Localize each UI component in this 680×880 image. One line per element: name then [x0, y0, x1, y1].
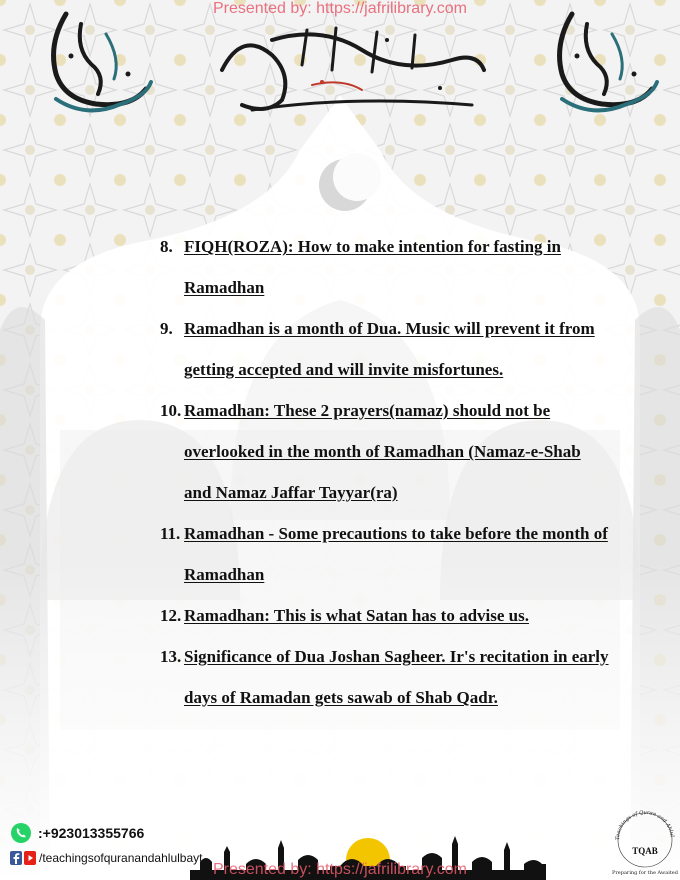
whatsapp-icon	[10, 822, 32, 844]
list-item: 11. Ramadhan - Some precautions to take before the month of Ramadhan	[160, 524, 608, 584]
list-item: 8. FIQH(ROZA): How to make intention for fasting in Ramadhan	[160, 237, 561, 297]
list-item: 10. Ramadhan: These 2 prayers(namaz) should not be overlooked in the month of Ramadhan (Namaz-e-Shab and Namaz Jaffar Tayyar(ra)	[160, 401, 581, 502]
phone-number: :+923013355766	[38, 825, 145, 841]
social-handle: /teachingsofquranandahlulbayt	[39, 851, 203, 865]
arabic-calligraphy-header	[212, 10, 492, 120]
contact-phone	[10, 822, 144, 844]
logo-ring-text: Teachings of Quran and Ahlul	[614, 809, 675, 841]
logo-tagline: Preparing for the Awaited	[612, 870, 678, 876]
list-item: 13. Significance of Dua Joshan Sagheer. Ir's recitation in early days of Ramadan gets sawab of Shab Qadr.	[160, 647, 609, 707]
calligraphy-left-emblem	[36, 4, 156, 124]
topic-list	[160, 226, 610, 718]
list-item: 12. Ramadhan: This is what Satan has to advise us.	[160, 606, 529, 625]
calligraphy-right-emblem	[542, 4, 662, 124]
list-item: 9. Ramadhan is a month of Dua. Music will prevent it from getting accepted and will invite misfortunes.	[160, 319, 595, 379]
watermark-bottom: Presented by: https://jafrilibrary.com	[212, 861, 468, 878]
watermark-top: Presented by: https://jafrilibrary.com	[212, 0, 468, 17]
logo-abbr: TQAB	[632, 846, 658, 856]
